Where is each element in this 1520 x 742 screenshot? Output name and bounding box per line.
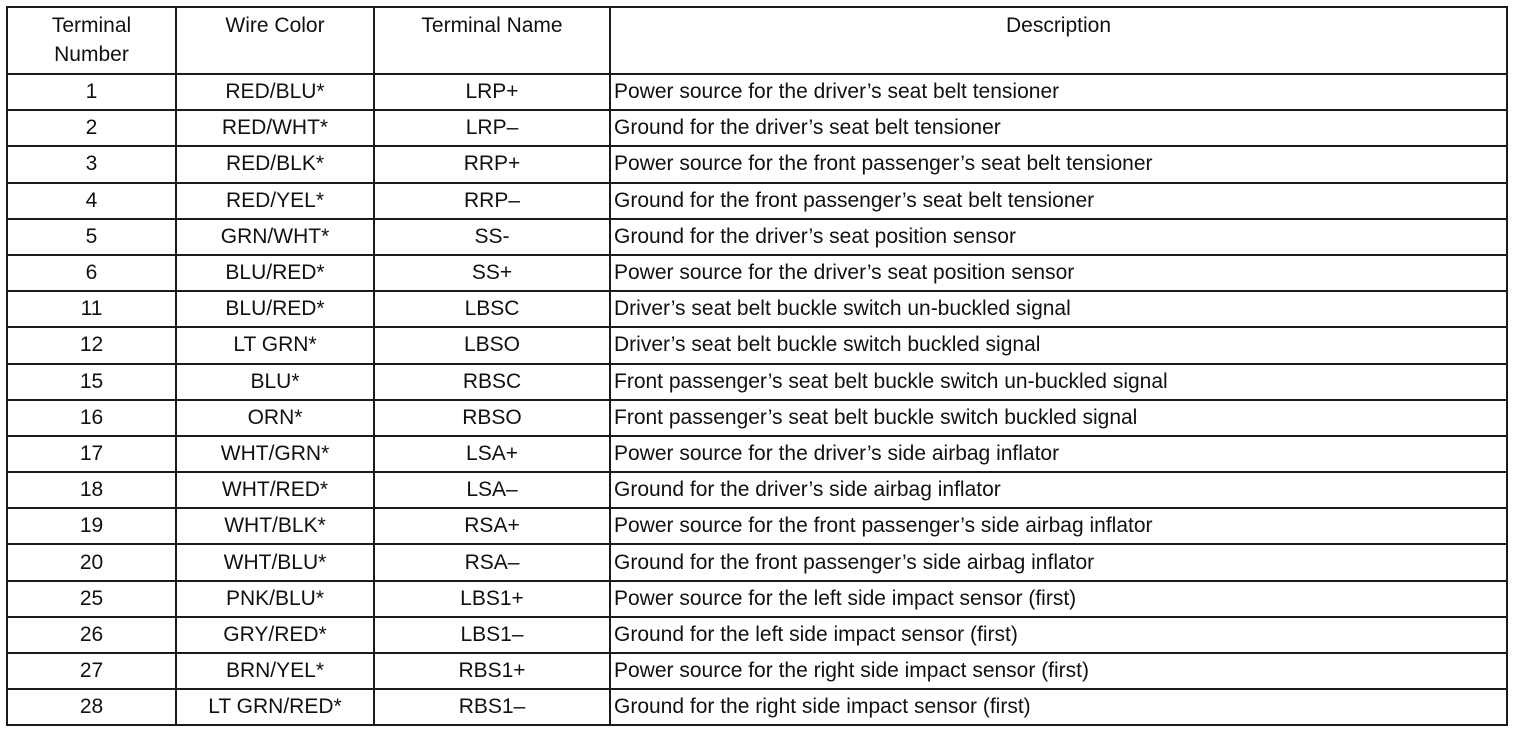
cell-description: Front passenger’s seat belt buckle switch buckled signal [610,400,1507,436]
cell-wire-color: RED/BLK* [176,146,374,182]
cell-description: Front passenger’s seat belt buckle switch un-buckled signal [610,364,1507,400]
table-header-row [7,7,1507,74]
cell-terminal-name: RSA+ [374,508,610,544]
cell-description: Ground for the front passenger’s side airbag inflator [610,544,1507,580]
cell-wire-color: WHT/GRN* [176,436,374,472]
cell-description: Ground for the driver’s seat position sensor [610,219,1507,255]
cell-description: Power source for the driver’s side airbag inflator [610,436,1507,472]
cell-wire-color: GRN/WHT* [176,219,374,255]
cell-wire-color: WHT/BLK* [176,508,374,544]
cell-description: Ground for the left side impact sensor (first) [610,617,1507,653]
cell-terminal-name: LBSC [374,291,610,327]
table-row [7,544,1507,580]
cell-description: Ground for the front passenger’s seat belt tensioner [610,183,1507,219]
cell-terminal-number: 4 [7,183,176,219]
cell-wire-color: BLU/RED* [176,255,374,291]
table-row [7,472,1507,508]
table-row [7,689,1507,725]
cell-terminal-number: 5 [7,219,176,255]
cell-wire-color: GRY/RED* [176,617,374,653]
table-row [7,364,1507,400]
table-row [7,327,1507,363]
cell-terminal-name: RBS1– [374,689,610,725]
cell-terminal-name: LRP– [374,110,610,146]
cell-terminal-name: RSA– [374,544,610,580]
cell-terminal-number: 18 [7,472,176,508]
cell-terminal-name: LRP+ [374,74,610,110]
table-row [7,291,1507,327]
cell-terminal-number: 20 [7,544,176,580]
table-row [7,219,1507,255]
table-row [7,617,1507,653]
header-description: Description [610,7,1507,74]
cell-terminal-number: 28 [7,689,176,725]
cell-wire-color: BLU/RED* [176,291,374,327]
table-row [7,436,1507,472]
cell-terminal-name: SS+ [374,255,610,291]
cell-description: Driver’s seat belt buckle switch buckled signal [610,327,1507,363]
cell-wire-color: ORN* [176,400,374,436]
cell-description: Power source for the driver’s seat belt tensioner [610,74,1507,110]
header-terminal-name: Terminal Name [374,7,610,74]
cell-terminal-number: 11 [7,291,176,327]
cell-wire-color: WHT/BLU* [176,544,374,580]
cell-wire-color: BLU* [176,364,374,400]
header-wire-color: Wire Color [176,7,374,74]
cell-wire-color: WHT/RED* [176,472,374,508]
cell-description: Power source for the front passenger’s seat belt tensioner [610,146,1507,182]
cell-terminal-name: LBSO [374,327,610,363]
cell-description: Ground for the driver’s seat belt tensioner [610,110,1507,146]
cell-terminal-name: RBSC [374,364,610,400]
cell-terminal-name: LSA+ [374,436,610,472]
cell-terminal-number: 16 [7,400,176,436]
cell-terminal-number: 27 [7,653,176,689]
cell-description: Power source for the front passenger’s side airbag inflator [610,508,1507,544]
cell-description: Power source for the right side impact sensor (first) [610,653,1507,689]
cell-terminal-name: LBS1+ [374,581,610,617]
cell-terminal-number: 1 [7,74,176,110]
table-row [7,653,1507,689]
table-row [7,255,1507,291]
cell-wire-color: BRN/YEL* [176,653,374,689]
table-row [7,400,1507,436]
cell-terminal-number: 2 [7,110,176,146]
table-row [7,110,1507,146]
cell-terminal-number: 26 [7,617,176,653]
header-terminal-number-line1: Terminal [51,14,132,37]
cell-terminal-number: 25 [7,581,176,617]
cell-terminal-number: 15 [7,364,176,400]
cell-description: Power source for the left side impact sensor (first) [610,581,1507,617]
cell-terminal-name: LBS1– [374,617,610,653]
cell-wire-color: LT GRN* [176,327,374,363]
cell-terminal-number: 6 [7,255,176,291]
table-row [7,581,1507,617]
cell-wire-color: RED/BLU* [176,74,374,110]
cell-description: Ground for the right side impact sensor (first) [610,689,1507,725]
cell-terminal-name: RBS1+ [374,653,610,689]
cell-description: Power source for the driver’s seat position sensor [610,255,1507,291]
cell-terminal-name: LSA– [374,472,610,508]
cell-wire-color: LT GRN/RED* [176,689,374,725]
cell-description: Driver’s seat belt buckle switch un-buckled signal [610,291,1507,327]
table-row [7,183,1507,219]
cell-wire-color: RED/YEL* [176,183,374,219]
cell-terminal-name: RRP– [374,183,610,219]
cell-terminal-name: RRP+ [374,146,610,182]
cell-terminal-number: 3 [7,146,176,182]
cell-terminal-name: SS- [374,219,610,255]
table-row [7,508,1507,544]
cell-terminal-number: 19 [7,508,176,544]
cell-terminal-number: 12 [7,327,176,363]
header-terminal-number-line2: Number [54,43,129,66]
cell-wire-color: RED/WHT* [176,110,374,146]
table-body [7,74,1507,725]
terminal-table-container [6,6,1506,726]
cell-terminal-number: 17 [7,436,176,472]
cell-wire-color: PNK/BLU* [176,581,374,617]
terminal-table [6,6,1508,726]
header-terminal-number [7,7,176,74]
table-row [7,146,1507,182]
table-row [7,74,1507,110]
cell-description: Ground for the driver’s side airbag inflator [610,472,1507,508]
cell-terminal-name: RBSO [374,400,610,436]
